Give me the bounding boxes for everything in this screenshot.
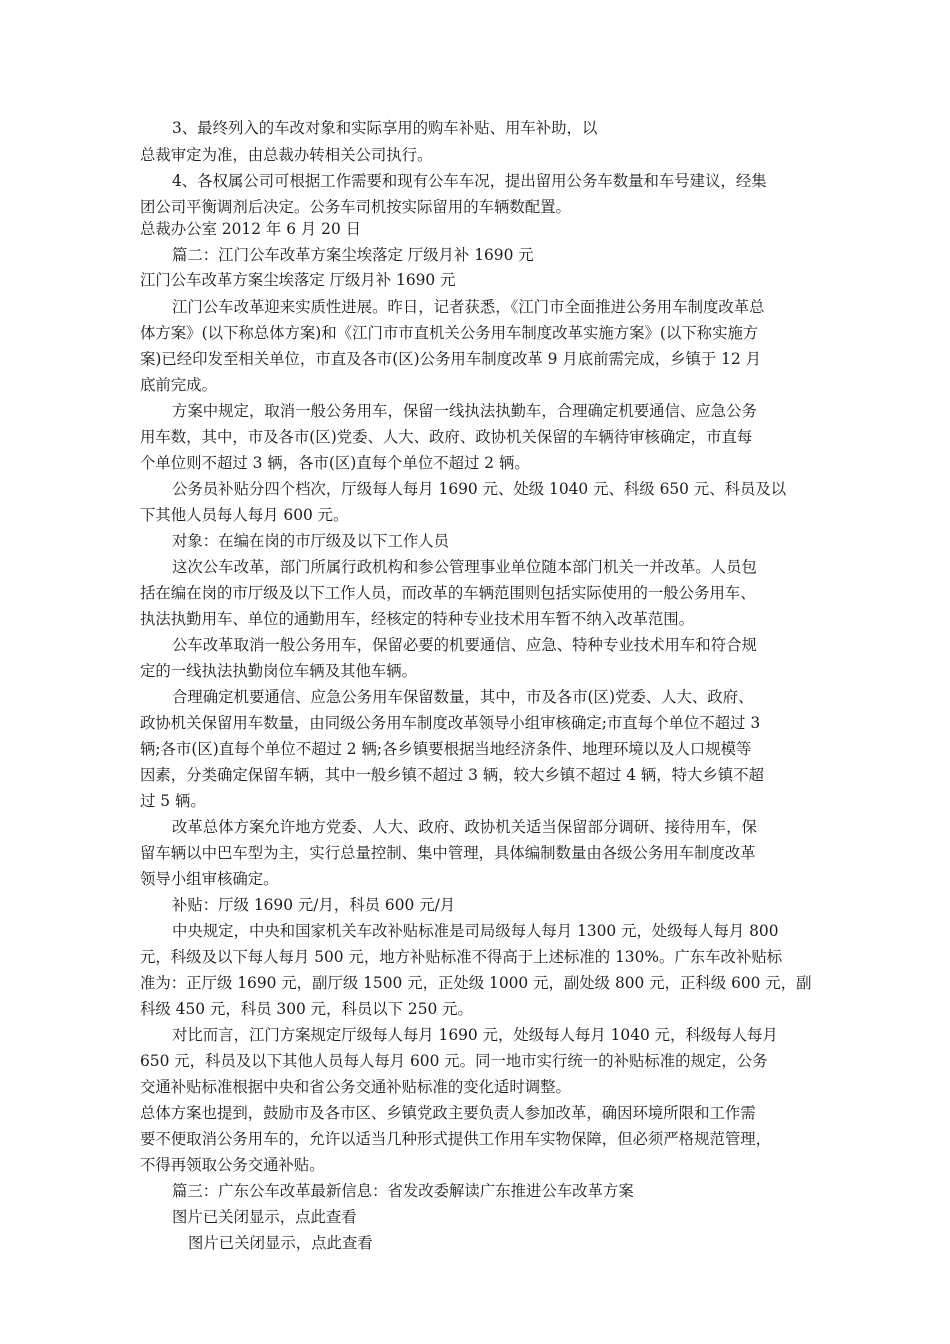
para-3-line-2: 下其他人员每人每月 600 元。 [140, 506, 349, 524]
para-4-line-3: 执法执勤用车、单位的通勤用车，经核定的特种专业技术用车暂不纳入改革范围。 [140, 610, 695, 628]
para-2-line-2: 用车数，其中，市及各市(区)党委、人大、政府、政协机关保留的车辆待审核确定，市直每 [140, 428, 753, 446]
para-6-line-3: 辆;各市(区)直每个单位不超过 2 辆;各乡镇要根据当地经济条件、地理环境以及人口规模等 [140, 740, 752, 758]
para-8-line-1: 中央规定，中央和国家机关车改补贴标准是司局级每人每月 1300 元，处级每人每月 800 [172, 922, 779, 940]
image-hidden-link-1[interactable]: 图片已关闭显示，点此查看 [172, 1208, 357, 1226]
para-7-line-1: 改革总体方案允许地方党委、人大、政府、政协机关适当保留部分调研、接待用车，保 [172, 818, 757, 836]
article-title: 江门公车改革方案尘埃落定 厅级月补 1690 元 [140, 271, 456, 289]
item-3-line-1: 3、最终列入的车改对象和实际享用的购车补贴、用车补助，以 [172, 119, 598, 137]
para-1-line-2: 体方案》(以下称总体方案)和《江门市市直机关公务用车制度改革实施方案》(以下称实施方 [140, 324, 759, 342]
para-5-line-2: 定的一线执法执勤岗位车辆及其他车辆。 [140, 662, 418, 680]
para-1-line-4: 底前完成。 [140, 376, 217, 394]
para-10-line-1: 总体方案也提到，鼓励市及各市区、乡镇党政主要负责人参加改革，确因环境所限和工作需 [140, 1104, 756, 1122]
para-4-line-1: 这次公车改革，部门所属行政机构和参公管理事业单位随本部门机关一并改革。人员包 [172, 558, 757, 576]
para-8-line-2: 元，科级及以下每人每月 500 元，地方补贴标准不得高于上述标准的 130%。广东车改补贴标 [140, 948, 783, 966]
para-3-line-1: 公务员补贴分四个档次，厅级每人每月 1690 元、处级 1040 元、科级 650 元、科员及以 [172, 480, 787, 498]
item-4-line-1: 4、各权属公司可根据工作需要和现有公车车况，提出留用公务车数量和车号建议，经集 [172, 172, 767, 190]
para-5-line-1: 公车改革取消一般公务用车，保留必要的机要通信、应急、特种专业技术用车和符合规 [172, 636, 757, 654]
image-hidden-link-2[interactable]: 图片已关闭显示，点此查看 [188, 1234, 373, 1252]
para-7-line-2: 留车辆以中巴车型为主，实行总量控制、集中管理，具体编制数量由各级公务用车制度改革 [140, 844, 756, 862]
para-8-line-4: 科级 450 元，科员 300 元，科员以下 250 元。 [140, 1000, 473, 1018]
para-1-line-3: 案)已经印发至相关单位，市直及各市(区)公务用车制度改革 9 月底前需完成，乡镇于 12 月 [140, 350, 762, 368]
signature-date: 总裁办公室 2012 年 6 月 20 日 [140, 220, 362, 238]
para-8-line-3: 准为：正厅级 1690 元，副厅级 1500 元，正处级 1000 元，副处级 800 元，正科级 600 元，副 [140, 974, 812, 992]
para-2-line-1: 方案中规定，取消一般公务用车，保留一线执法执勤车，合理确定机要通信、应急公务 [172, 402, 757, 420]
section-2-heading: 篇二：江门公车改革方案尘埃落定 厅级月补 1690 元 [172, 246, 534, 264]
para-10-line-2: 要不便取消公务用车的，允许以适当几种形式提供工作用车实物保障，但必须严格规范管理， [140, 1130, 772, 1148]
para-1-line-1: 江门公车改革迎来实质性进展。昨日，记者获悉，《江门市全面推进公务用车制度改革总 [172, 298, 765, 316]
para-4-line-2: 括在编在岗的市厅级及以下工作人员，而改革的车辆范围则包括实际使用的一般公务用车、 [140, 584, 756, 602]
para-9-line-3: 交通补贴标准根据中央和省公务交通补贴标准的变化适时调整。 [140, 1078, 571, 1096]
para-9-line-2: 650 元，科员及以下其他人员每人每月 600 元。同一地市实行统一的补贴标准的规定，公务 [140, 1052, 768, 1070]
para-6-line-1: 合理确定机要通信、应急公务用车保留数量，其中，市及各市(区)党委、人大、政府、 [172, 688, 754, 706]
para-6-line-5: 过 5 辆。 [140, 792, 206, 810]
subheading-target: 对象：在编在岗的市厅级及以下工作人员 [172, 532, 450, 550]
item-4-line-2: 团公司平衡调剂后决定。公务车司机按实际留用的车辆数配置。 [140, 198, 571, 216]
para-2-line-3: 个单位则不超过 3 辆，各市(区)直每个单位不超过 2 辆。 [140, 454, 530, 472]
item-3-line-2: 总裁审定为准，由总裁办转相关公司执行。 [140, 146, 433, 164]
para-6-line-2: 政协机关保留用车数量，由同级公务用车制度改革领导小组审核确定;市直每个单位不超过 3 [140, 714, 761, 732]
para-6-line-4: 因素，分类确定保留车辆，其中一般乡镇不超过 3 辆，较大乡镇不超过 4 辆，特大乡镇不超 [140, 766, 764, 784]
subheading-subsidy: 补贴：厅级 1690 元/月，科员 600 元/月 [172, 896, 456, 914]
para-9-line-1: 对比而言，江门方案规定厅级每人每月 1690 元，处级每人每月 1040 元，科级每人每月 [172, 1026, 778, 1044]
para-7-line-3: 领导小组审核确定。 [140, 870, 279, 888]
section-3-heading: 篇三：广东公车改革最新信息：省发改委解读广东推进公车改革方案 [172, 1182, 634, 1200]
para-10-line-3: 不得再领取公务交通补贴。 [140, 1156, 325, 1174]
